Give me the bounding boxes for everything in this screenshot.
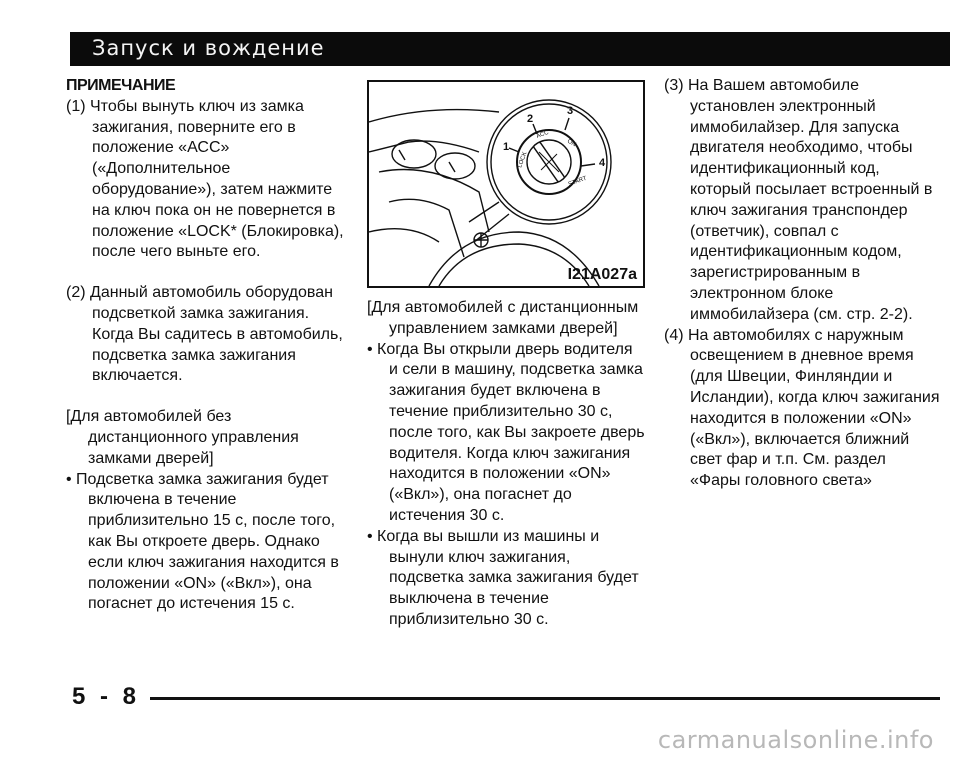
middle-column <box>367 298 645 631</box>
callout-2: 2 <box>527 113 534 125</box>
left-column <box>66 76 346 615</box>
watermark: carmanualsonline.info <box>657 726 934 754</box>
note-heading: ПРИМЕЧАНИЕ <box>66 77 176 94</box>
ignition-switch-drawing <box>369 82 643 286</box>
bullet-remote-2: • Когда вы вышли из машины и вынули ключ зажигания, подсветка замка зажигания будет выключена в течение приблизительно 30 с. <box>367 527 639 628</box>
callout-4: 4 <box>599 157 606 169</box>
ring-label-start: START <box>567 175 588 188</box>
ring-label-acc: ACC <box>535 129 550 140</box>
ring-label-lock: LOCK <box>517 151 529 169</box>
page-number: 5 - 8 <box>72 683 141 710</box>
section-heading-remote: [Для автомобилей с дистанционным управлением замками дверей] <box>367 299 639 337</box>
callout-3: 3 <box>567 105 574 117</box>
note-item-3: (3) На Вашем автомобиле установлен электронный иммобилайзер. Для запуска двигателя необходимо, чтобы идентификационный код, который посылает встроенный в ключ зажигания транспондер (ответчик), совпал с идентификационным кодом, зарегистрированным в электронном блоке иммобилайзера (см. стр. 2-2). <box>664 77 933 323</box>
right-column <box>664 76 940 492</box>
bullet-remote-1: • Когда Вы открыли дверь водителя и сели в машину, подсветка замка зажигания будет включена в течение приблизительно 30 с, после того, как Вы закроете дверь водителя. Когда ключ зажигания находится в положении «ON» («Вкл»), она погаснет до истечения 30 с. <box>367 340 645 524</box>
ring-label-on: ON <box>566 138 577 149</box>
note-item-2: (2) Данный автомобиль оборудован подсветкой замка зажигания. Когда Вы садитесь в автомобиль, подсветка замка зажигания включается. <box>66 284 343 385</box>
footer-divider <box>150 697 940 700</box>
callout-1: 1 <box>503 141 510 153</box>
page-header-bar <box>70 32 950 66</box>
note-item-4: (4) На автомобилях с наружным освещением в дневное время (для Швеции, Финляндии и Исландии), когда ключ зажигания находится в положении «ON» («Вкл»), включается ближний свет фар и т.п. См. раздел «Фары головного света» <box>664 326 940 490</box>
section-heading-no-remote: [Для автомобилей без дистанционного управления замками дверей] <box>66 408 299 467</box>
ignition-switch-illustration <box>367 80 645 288</box>
figure-code: I21A027a <box>567 266 637 283</box>
note-item-1: (1) Чтобы вынуть ключ из замка зажигания, поверните его в положение «АСС» («Дополнительное оборудование»), затем нажмите на ключ пока он не повернется в положение «LOCK* (Блокировка), после чего выньте его. <box>66 97 344 261</box>
page-header-title: Запуск и вождение <box>92 36 325 60</box>
bullet-no-remote: • Подсветка замка зажигания будет включена в течение приблизительно 15 с, после того, как Вы откроете дверь. Однако если ключ зажигания находится в положении «ON» («Вкл»), она погаснет до истечения 15 с. <box>66 470 339 613</box>
